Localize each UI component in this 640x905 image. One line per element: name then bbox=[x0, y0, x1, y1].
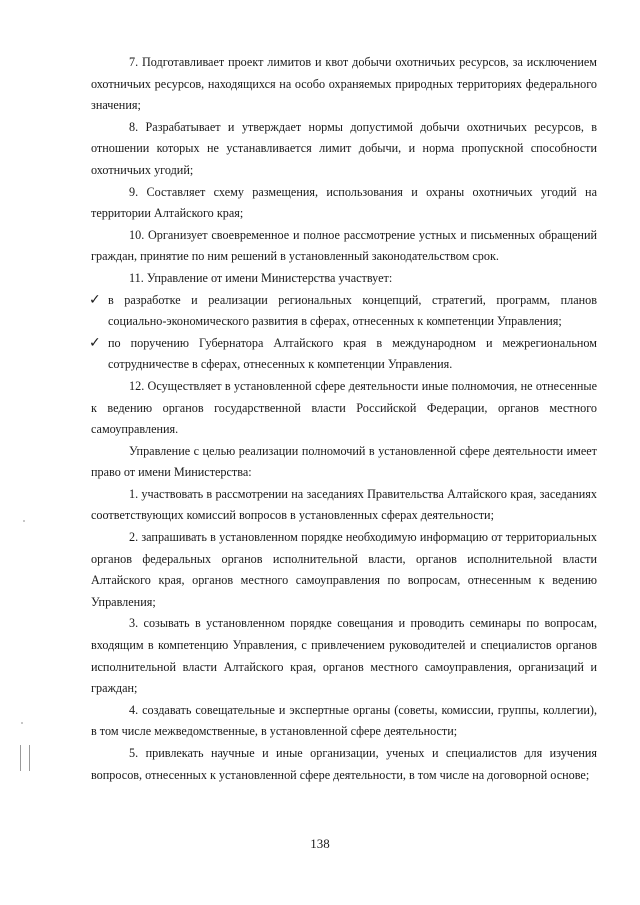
paragraph-7: 7. Подготавливает проект лимитов и квот добычи охотничьих ресурсов, за исключением охотничьих ресурсов, находящихся на особо охраняемых природных территориях федерального значения; bbox=[91, 55, 597, 113]
page-number: 138 bbox=[310, 836, 330, 851]
check-item-text: по поручению Губернатора Алтайского края в международном и межрегиональном сотрудничестве в сферах, отнесенных к компетенции Управления. bbox=[108, 335, 597, 372]
paragraph-11: 11. Управление от имени Министерства участвует: bbox=[129, 270, 393, 285]
paragraph-8: 8. Разрабатывает и утверждает нормы допустимой добычи охотничьих ресурсов, в отношении которых не устанавливается лимит добычи, и норма пропускной способности охотничьих угодий; bbox=[91, 119, 597, 177]
check-item-text: в разработке и реализации региональных концепций, стратегий, программ, планов социально-экономического развития в сферах, отнесенных к компетенции Управления; bbox=[108, 292, 597, 329]
checkmark-icon: ✓ bbox=[89, 334, 101, 351]
scan-dot bbox=[21, 722, 23, 724]
paragraph-9: 9. Составляет схему размещения, использования и охраны охотничьих угодий на территории Алтайского края; bbox=[91, 184, 597, 221]
right-3-paragraph: 3. созывать в установленном порядке совещания и проводить семинары по вопросам, входящим в компетенцию Управления, с привлечением руководителей и специалистов органов исполнительной власти Алтайского края, органов местного самоуправления, организаций и граждан; bbox=[91, 616, 597, 696]
scan-dot bbox=[23, 520, 25, 522]
check-list-item bbox=[91, 333, 597, 376]
right-2-paragraph: 2. запрашивать в установленном порядке необходимую информацию от территориальных органов федеральных органов исполнительной власти, органов исполнительной власти Алтайского края, органов местного самоуправления по вопросам, отнесенным к ведению Управления; bbox=[91, 530, 597, 609]
binding-mark bbox=[20, 745, 30, 771]
right-5-paragraph: 5. привлекать научные и иные организации, ученых и специалистов для изучения вопросов, отнесенных к установленной сфере деятельности, в том числе на договорной основе; bbox=[91, 746, 597, 782]
paragraph-12: 12. Осуществляет в установленной сфере деятельности иные полномочия, не отнесенные к ведению органов государственной власти Российской Федерации, органов местного самоуправления. bbox=[91, 378, 597, 437]
paragraph-10: 10. Организует своевременное и полное рассмотрение устных и письменных обращений граждан, принятие по ним решений в установленный законодательством срок. bbox=[91, 227, 597, 264]
rights-intro-paragraph: Управление с целью реализации полномочий в установленной сфере деятельности имеет право от имени Министерства: bbox=[91, 443, 597, 480]
document-body bbox=[91, 52, 597, 786]
right-4-paragraph: 4. создавать совещательные и экспертные органы (советы, комиссии, группы, коллегии), в том числе межведомственные, в установленной сфере деятельности; bbox=[91, 702, 597, 739]
right-1-paragraph: 1. участвовать в рассмотрении на заседаниях Правительства Алтайского края, заседаниях соответствующих комиссий вопросов в установленных сферах деятельности; bbox=[91, 486, 597, 523]
check-list-item bbox=[91, 290, 597, 333]
checkmark-icon: ✓ bbox=[89, 291, 101, 308]
